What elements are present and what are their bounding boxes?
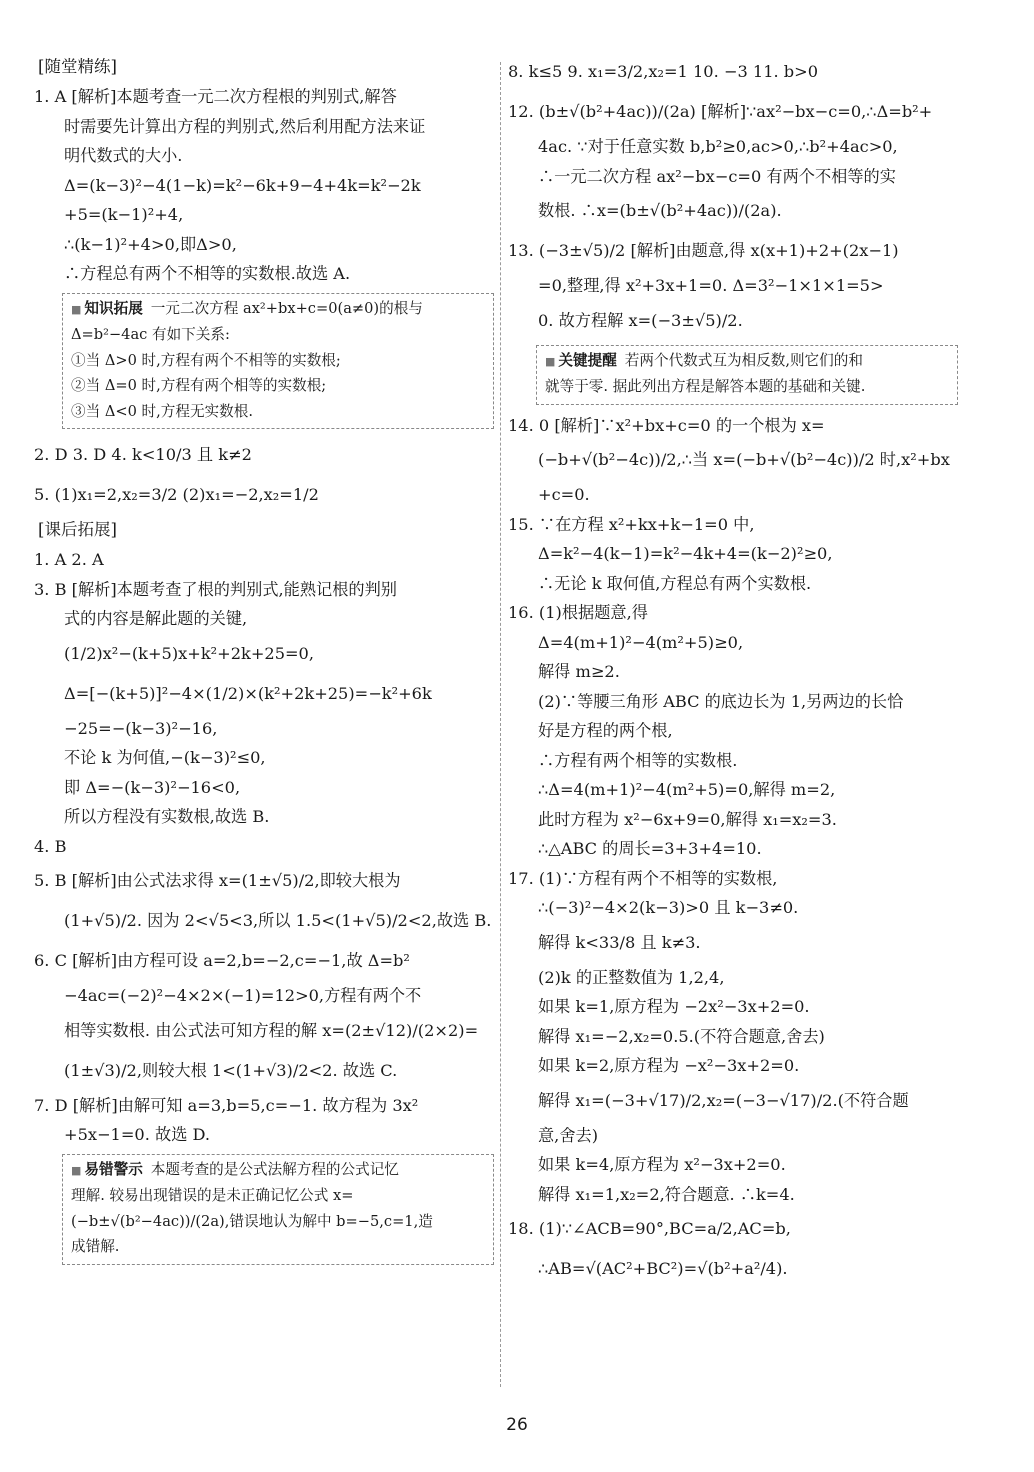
box-text: 理解. 较易出现错误的是未正确记忆公式 x= (71, 1187, 354, 1204)
text-line: Δ=(k−3)²−4(1−k)=k²−6k+9−4+4k=k²−2k (64, 175, 421, 195)
text-line: 式的内容是解此题的关键, (64, 609, 248, 628)
text-line: 1. A 2. A (34, 550, 104, 569)
text-line: (1±√3)/2,则较大根 1<(1+√3)/2<2. 故选 C. (64, 1060, 398, 1080)
text-line: 7. D [解析]由解可知 a=3,b=5,c=−1. 故方程为 3x² (34, 1095, 419, 1115)
text-line: 如果 k=4,原方程为 x²−3x+2=0. (538, 1155, 786, 1174)
text-line: 解得 x₁=−2,x₂=0.5.(不符合题意,舍去) (538, 1026, 825, 1046)
text-line: 3. B [解析]本题考查了根的判别式,能熟记根的判别 (34, 579, 397, 599)
box-text: 本题考查的是公式法解方程的公式记忆 (150, 1160, 399, 1178)
box-text: 成错解. (71, 1238, 120, 1255)
text-line: 所以方程没有实数根,故选 B. (64, 807, 270, 826)
text-line: 14. 0 [解析]∵x²+bx+c=0 的一个根为 x= (508, 415, 825, 435)
text-line: =0,整理,得 x²+3x+1=0. Δ=3²−1×1×1=5> (538, 276, 884, 295)
text-line: ∴AB=√(AC²+BC²)=√(b²+a²/4). (538, 1259, 788, 1278)
text-line: 数根. ∴x=(b±√(b²+4ac))/(2a). (538, 201, 782, 220)
text-line: (1/2)x²−(k+5)x+k²+2k+25=0, (64, 643, 314, 663)
box-text: 就等于零. 据此列出方程是解答本题的基础和关键. (545, 378, 866, 395)
text-line: ∴(−3)²−4×2(k−3)>0 且 k−3≠0. (538, 898, 799, 917)
text-line: −25=−(k−3)²−16, (64, 718, 218, 738)
text-line: (−b+√(b²−4c))/2,∴当 x=(−b+√(b²−4c))/2 时,x²+bx (538, 450, 950, 469)
right-column (508, 52, 958, 1289)
text-line: ∴一元二次方程 ax²−bx−c=0 有两个不相等的实 (538, 166, 896, 186)
text-line: Δ=[−(k+5)]²−4×(1/2)×(k²+2k+25)=−k²+6k (64, 683, 432, 703)
text-line: 解得 x₁=(−3+√17)/2,x₂=(−3−√17)/2.(不符合题 (538, 1090, 909, 1110)
text-line: ∴方程有两个相等的实数根. (538, 750, 738, 770)
text-line: ∴△ABC 的周长=3+3+4=10. (538, 839, 762, 858)
section-heading-after-class: [ 课后拓展 ] (34, 515, 121, 545)
text-line: 不论 k 为何值,−(k−3)²≤0, (64, 748, 266, 767)
section-heading-classroom-practice: [ 随堂精练 ] (34, 52, 121, 82)
text-line: Δ=k²−4(k−1)=k²−4k+4=(k−2)²≥0, (538, 544, 833, 563)
text-line: 此时方程为 x²−6x+9=0,解得 x₁=x₂=3. (538, 809, 837, 829)
box-text: ①当 Δ>0 时,方程有两个不相等的实数根; (71, 351, 341, 369)
text-line: (2)k 的正整数值为 1,2,4, (538, 967, 725, 987)
text-line: 5. B [解析]由公式法求得 x=(1±√5)/2,即较大根为 (34, 871, 401, 890)
box-text: (−b±√(b²−4ac))/(2a),错误地认为解中 b=−5,c=1,造 (71, 1212, 433, 1230)
box-text: ②当 Δ=0 时,方程有两个相等的实数根; (71, 377, 327, 394)
text-line: 即 Δ=−(k−3)²−16<0, (64, 777, 241, 797)
text-line: Δ=4(m+1)²−4(m²+5)≥0, (538, 632, 744, 652)
column-divider (500, 62, 501, 1387)
text-line: +c=0. (538, 485, 590, 504)
box-text: ③当 Δ<0 时,方程无实数根. (71, 402, 253, 420)
text-line: 13. (−3±√5)/2 [解析]由题意,得 x(x+1)+2+(2x−1) (508, 241, 899, 260)
knowledge-extension-box (62, 293, 494, 430)
common-mistake-box (62, 1154, 494, 1265)
text-line: 意,舍去) (538, 1125, 599, 1145)
box-text: 一元二次方程 ax²+bx+c=0(a≠0)的根与 (150, 299, 423, 317)
text-line: 明代数式的大小. (64, 146, 183, 165)
text-line: ∴(k−1)²+4>0,即Δ>0, (64, 234, 237, 254)
left-column (34, 52, 494, 1271)
text-line: 解得 k<33/8 且 k≠3. (538, 932, 701, 952)
box-text: 若两个代数式互为相反数,则它们的和 (624, 351, 863, 369)
box-text: Δ=b²−4ac 有如下关系: (71, 326, 230, 343)
text-line: 5. (1)x₁=2,x₂=3/2 (2)x₁=−2,x₂=1/2 (34, 485, 319, 504)
text-line: 4ac. ∵对于任意实数 b,b²≥0,ac>0,∴b²+4ac>0, (538, 137, 898, 156)
key-reminder-box (536, 345, 958, 405)
page-number: 26 (506, 1415, 528, 1435)
box-title: ■ 易错警示 (71, 1161, 143, 1178)
text-line: 12. (b±√(b²+4ac))/(2a) [解析]∵ax²−bx−c=0,∴Δ=b²+ (508, 102, 933, 121)
text-line: 18. (1)∵∠ACB=90°,BC=a/2,AC=b, (508, 1219, 791, 1238)
text-line: (1+√5)/2. 因为 2<√5<3,所以 1.5<(1+√5)/2<2,故选 B. (64, 911, 492, 930)
text-line: 17. (1)∵方程有两个不相等的实数根, (508, 868, 778, 888)
text-line: ∴方程总有两个不相等的实数根.故选 A. (64, 264, 351, 283)
text-line: 4. B (34, 836, 67, 856)
text-line: 解得 x₁=1,x₂=2,符合题意. ∴k=4. (538, 1184, 795, 1204)
text-line: 好是方程的两个根, (538, 721, 673, 740)
text-line: (2)∵等腰三角形 ABC 的底边长为 1,另两边的长恰 (538, 691, 904, 711)
box-title: ■ 知识拓展 (71, 300, 143, 317)
text-line: 6. C [解析]由方程可设 a=2,b=−2,c=−1,故 Δ=b² (34, 951, 410, 970)
text-line: 时需要先计算出方程的判别式,然后利用配方法来证 (64, 116, 426, 136)
text-line: 解得 m≥2. (538, 662, 620, 681)
text-line: 8. k≤5 9. x₁=3/2,x₂=1 10. −3 11. b>0 (508, 62, 819, 81)
text-line: 16. (1)根据题意,得 (508, 603, 648, 622)
text-line: 相等实数根. 由公式法可知方程的解 x=(2±√12)/(2×2)= (64, 1020, 479, 1040)
box-title: ■ 关键提醒 (545, 352, 617, 369)
text-line: +5x−1=0. 故选 D. (64, 1125, 211, 1144)
text-line: 15. ∵在方程 x²+kx+k−1=0 中, (508, 514, 755, 534)
text-line: ∴无论 k 取何值,方程总有两个实数根. (538, 573, 812, 593)
text-line: 如果 k=1,原方程为 −2x²−3x+2=0. (538, 997, 810, 1016)
text-line: −4ac=(−2)²−4×2×(−1)=12>0,方程有两个不 (64, 986, 422, 1005)
text-line: ∴Δ=4(m+1)²−4(m²+5)=0,解得 m=2, (538, 780, 836, 799)
text-line: 如果 k=2,原方程为 −x²−3x+2=0. (538, 1056, 800, 1075)
text-line: 1. A [解析]本题考查一元二次方程根的判别式,解答 (34, 87, 397, 106)
text-line: 0. 故方程解 x=(−3±√5)/2. (538, 310, 743, 330)
text-line: +5=(k−1)²+4, (64, 205, 184, 224)
text-line: 2. D 3. D 4. k<10/3 且 k≠2 (34, 445, 252, 464)
